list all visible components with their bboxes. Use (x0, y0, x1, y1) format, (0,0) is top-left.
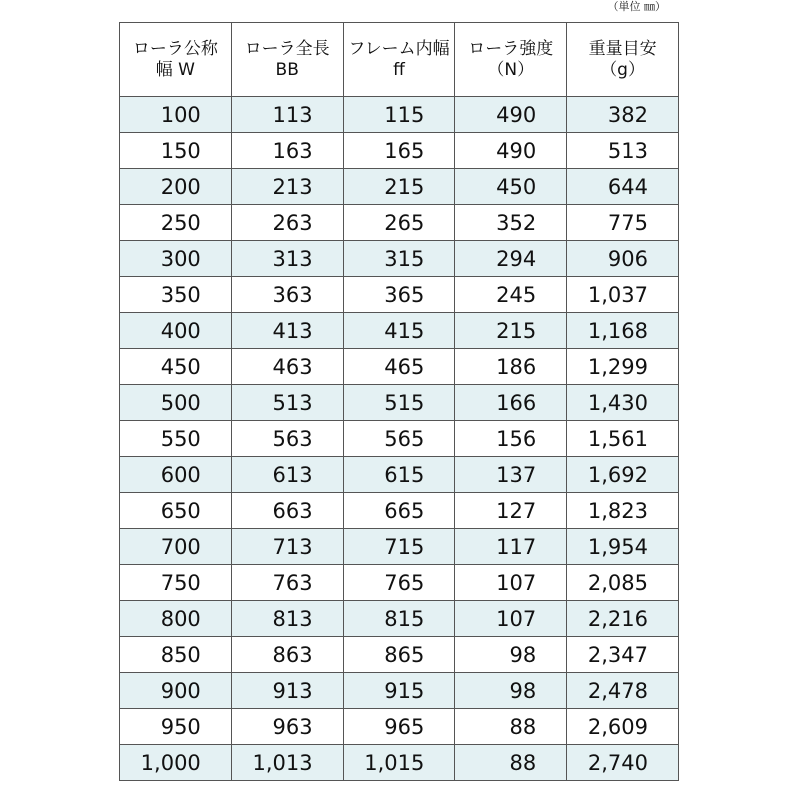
cell-total-length: 463 (231, 349, 343, 385)
roller-spec-table (119, 22, 679, 781)
table-row (120, 97, 679, 133)
cell-roller-strength: 156 (455, 421, 567, 457)
cell-frame-inner-width: 315 (343, 241, 455, 277)
cell-nominal-width: 650 (120, 493, 232, 529)
table-row (120, 169, 679, 205)
cell-weight: 1,037 (567, 277, 679, 313)
cell-roller-strength: 186 (455, 349, 567, 385)
cell-roller-strength: 166 (455, 385, 567, 421)
cell-weight: 2,740 (567, 745, 679, 781)
table-body (120, 97, 679, 781)
table-row (120, 529, 679, 565)
cell-roller-strength: 98 (455, 673, 567, 709)
cell-roller-strength: 107 (455, 565, 567, 601)
cell-roller-strength: 450 (455, 169, 567, 205)
cell-roller-strength: 490 (455, 133, 567, 169)
table-row (120, 205, 679, 241)
header-row (120, 23, 679, 97)
cell-nominal-width: 550 (120, 421, 232, 457)
cell-frame-inner-width: 865 (343, 637, 455, 673)
cell-nominal-width: 600 (120, 457, 232, 493)
cell-total-length: 263 (231, 205, 343, 241)
cell-roller-strength: 137 (455, 457, 567, 493)
header-weight (567, 23, 679, 97)
cell-frame-inner-width: 265 (343, 205, 455, 241)
cell-total-length: 863 (231, 637, 343, 673)
cell-total-length: 213 (231, 169, 343, 205)
cell-total-length: 413 (231, 313, 343, 349)
cell-frame-inner-width: 915 (343, 673, 455, 709)
cell-weight: 1,823 (567, 493, 679, 529)
cell-total-length: 113 (231, 97, 343, 133)
cell-weight: 775 (567, 205, 679, 241)
cell-roller-strength: 88 (455, 745, 567, 781)
cell-weight: 1,561 (567, 421, 679, 457)
table-row (120, 313, 679, 349)
cell-roller-strength: 98 (455, 637, 567, 673)
cell-frame-inner-width: 565 (343, 421, 455, 457)
cell-frame-inner-width: 715 (343, 529, 455, 565)
cell-weight: 1,299 (567, 349, 679, 385)
cell-weight: 2,085 (567, 565, 679, 601)
cell-weight: 513 (567, 133, 679, 169)
table-row (120, 241, 679, 277)
header-total-length-line1: ローラ全長 (244, 38, 330, 59)
cell-total-length: 963 (231, 709, 343, 745)
cell-total-length: 363 (231, 277, 343, 313)
cell-weight: 382 (567, 97, 679, 133)
cell-frame-inner-width: 1,015 (343, 745, 455, 781)
cell-frame-inner-width: 665 (343, 493, 455, 529)
header-roller-strength (455, 23, 567, 97)
header-nominal-width (120, 23, 232, 97)
cell-roller-strength: 88 (455, 709, 567, 745)
cell-total-length: 163 (231, 133, 343, 169)
table-row (120, 565, 679, 601)
header-frame-inner-width-line1: フレーム内幅 (348, 38, 450, 59)
cell-weight: 1,430 (567, 385, 679, 421)
header-frame-inner-width (343, 23, 455, 97)
cell-weight: 644 (567, 169, 679, 205)
cell-nominal-width: 750 (120, 565, 232, 601)
cell-weight: 1,692 (567, 457, 679, 493)
table-row (120, 133, 679, 169)
header-frame-inner-width-line2: ff (393, 59, 405, 80)
cell-frame-inner-width: 365 (343, 277, 455, 313)
cell-frame-inner-width: 515 (343, 385, 455, 421)
cell-roller-strength: 107 (455, 601, 567, 637)
cell-nominal-width: 300 (120, 241, 232, 277)
cell-frame-inner-width: 615 (343, 457, 455, 493)
header-roller-strength-line2: （N） (487, 59, 535, 80)
cell-nominal-width: 850 (120, 637, 232, 673)
table-row (120, 745, 679, 781)
cell-nominal-width: 700 (120, 529, 232, 565)
table-header (120, 23, 679, 97)
table-row (120, 493, 679, 529)
cell-frame-inner-width: 765 (343, 565, 455, 601)
cell-frame-inner-width: 965 (343, 709, 455, 745)
cell-frame-inner-width: 415 (343, 313, 455, 349)
cell-nominal-width: 500 (120, 385, 232, 421)
cell-total-length: 713 (231, 529, 343, 565)
header-roller-strength-line1: ローラ強度 (468, 38, 554, 59)
table-row (120, 385, 679, 421)
header-total-length-line2: BB (275, 59, 299, 80)
cell-nominal-width: 200 (120, 169, 232, 205)
cell-weight: 1,954 (567, 529, 679, 565)
cell-roller-strength: 352 (455, 205, 567, 241)
cell-nominal-width: 800 (120, 601, 232, 637)
cell-total-length: 663 (231, 493, 343, 529)
header-weight-line1: 重量目安 (588, 38, 657, 59)
table-row (120, 421, 679, 457)
cell-weight: 906 (567, 241, 679, 277)
cell-nominal-width: 1,000 (120, 745, 232, 781)
cell-total-length: 763 (231, 565, 343, 601)
cell-nominal-width: 400 (120, 313, 232, 349)
cell-frame-inner-width: 815 (343, 601, 455, 637)
cell-roller-strength: 117 (455, 529, 567, 565)
table-row (120, 601, 679, 637)
cell-frame-inner-width: 465 (343, 349, 455, 385)
header-nominal-width-line1: ローラ公称 (132, 38, 218, 59)
cell-frame-inner-width: 165 (343, 133, 455, 169)
unit-note: （単位 ㎜） (607, 0, 666, 13)
cell-weight: 1,168 (567, 313, 679, 349)
cell-roller-strength: 294 (455, 241, 567, 277)
cell-frame-inner-width: 215 (343, 169, 455, 205)
table-row (120, 277, 679, 313)
cell-roller-strength: 127 (455, 493, 567, 529)
cell-weight: 2,216 (567, 601, 679, 637)
table-row (120, 709, 679, 745)
cell-total-length: 563 (231, 421, 343, 457)
table-row (120, 349, 679, 385)
cell-nominal-width: 100 (120, 97, 232, 133)
cell-weight: 2,347 (567, 637, 679, 673)
cell-roller-strength: 490 (455, 97, 567, 133)
cell-frame-inner-width: 115 (343, 97, 455, 133)
cell-total-length: 513 (231, 385, 343, 421)
header-total-length (231, 23, 343, 97)
header-nominal-width-line2: 幅 W (155, 59, 195, 80)
cell-nominal-width: 250 (120, 205, 232, 241)
cell-nominal-width: 150 (120, 133, 232, 169)
cell-nominal-width: 450 (120, 349, 232, 385)
cell-total-length: 1,013 (231, 745, 343, 781)
cell-roller-strength: 245 (455, 277, 567, 313)
cell-weight: 2,478 (567, 673, 679, 709)
cell-total-length: 813 (231, 601, 343, 637)
cell-roller-strength: 215 (455, 313, 567, 349)
header-weight-line2: （g） (600, 59, 645, 80)
cell-weight: 2,609 (567, 709, 679, 745)
cell-total-length: 313 (231, 241, 343, 277)
cell-total-length: 613 (231, 457, 343, 493)
cell-nominal-width: 900 (120, 673, 232, 709)
cell-total-length: 913 (231, 673, 343, 709)
cell-nominal-width: 350 (120, 277, 232, 313)
table-row (120, 457, 679, 493)
table-row (120, 673, 679, 709)
cell-nominal-width: 950 (120, 709, 232, 745)
table-row (120, 637, 679, 673)
